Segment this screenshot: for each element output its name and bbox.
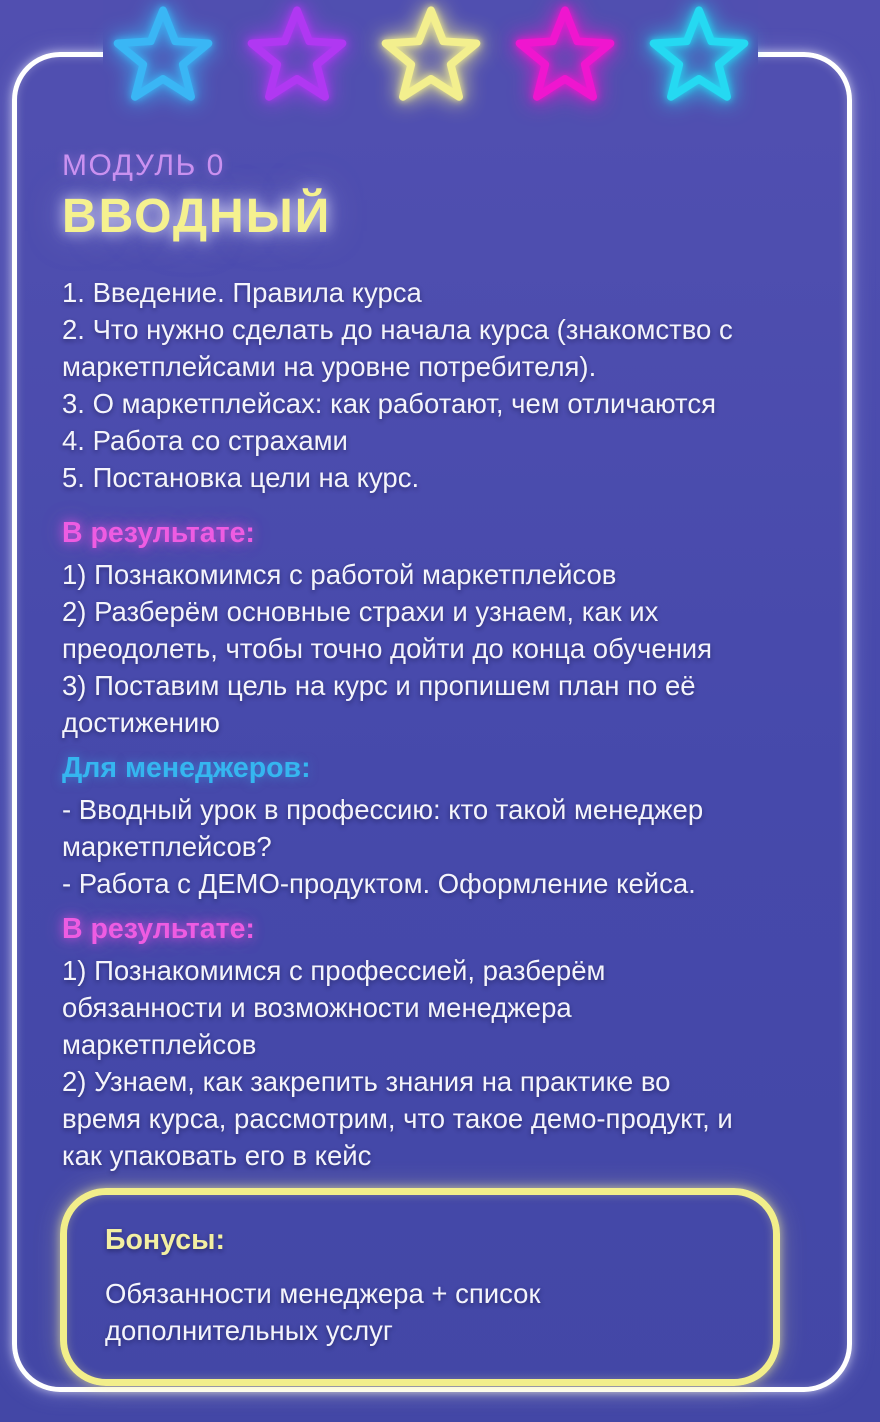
- lesson-item: 2. Что нужно сделать до начала курса (знакомство с маркетплейсами на уровне потребителя).: [62, 314, 733, 382]
- lesson-list: [62, 274, 742, 496]
- module-content: [62, 148, 742, 1386]
- lesson-item: 4. Работа со страхами: [62, 425, 348, 456]
- result-item: 1) Познакомимся с работой маркетплейсов: [62, 559, 617, 590]
- star-icon: [647, 3, 751, 107]
- bonus-heading: Бонусы:: [105, 1224, 225, 1256]
- bonus-box: [60, 1188, 780, 1386]
- result-item: 1) Познакомимся с профессией, разберём обязанности и возможности менеджера маркетплейсов: [62, 955, 606, 1060]
- star-icon: [513, 3, 617, 107]
- managers-section: [62, 749, 742, 902]
- module-title: ВВОДНЫЙ: [62, 190, 332, 243]
- stars-row: [103, 0, 758, 110]
- result-item: 3) Поставим цель на курс и пропишем план по её достижению: [62, 670, 696, 738]
- results-section-2: [62, 910, 742, 1174]
- lesson-item: 3. О маркетплейсах: как работают, чем отличаются: [62, 388, 716, 419]
- results-section-1: [62, 514, 742, 741]
- managers-heading: Для менеджеров:: [62, 752, 311, 784]
- lesson-item: 5. Постановка цели на курс.: [62, 462, 420, 493]
- module-label: МОДУЛЬ 0: [62, 149, 225, 182]
- manager-item: - Вводный урок в профессию: кто такой менеджер маркетплейсов?: [62, 794, 704, 862]
- results-heading: В результате:: [62, 913, 255, 945]
- result-item: 2) Узнаем, как закрепить знания на практике во время курса, рассмотрим, что такое демо-продукт, и как упаковать его в кейс: [62, 1066, 733, 1171]
- results-heading: В результате:: [62, 517, 255, 549]
- bonus-text: Обязанности менеджера + список дополнительных услуг: [105, 1278, 541, 1346]
- star-icon: [379, 3, 483, 107]
- lesson-item: 1. Введение. Правила курса: [62, 277, 422, 308]
- star-icon: [111, 3, 215, 107]
- star-icon: [245, 3, 349, 107]
- manager-item: - Работа с ДЕМО-продуктом. Оформление кейса.: [62, 868, 696, 899]
- result-item: 2) Разберём основные страхи и узнаем, как их преодолеть, чтобы точно дойти до конца обучения: [62, 596, 713, 664]
